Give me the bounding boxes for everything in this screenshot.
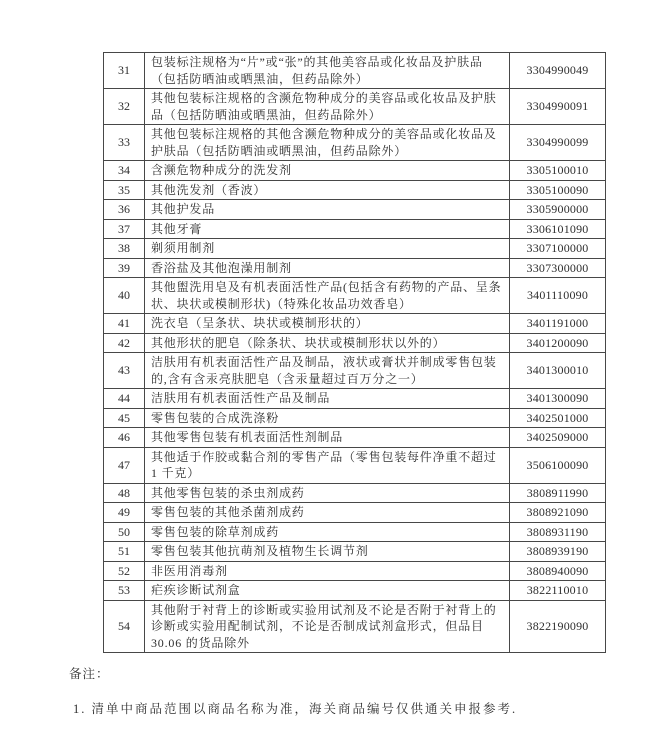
row-number: 41 — [104, 314, 145, 334]
row-number: 31 — [104, 53, 145, 89]
row-hs-code: 3808940090 — [510, 561, 606, 581]
row-description: 洁肤用有机表面活性产品及制品 — [145, 389, 510, 409]
table-row — [104, 353, 606, 389]
row-number: 39 — [104, 258, 145, 278]
table-row — [104, 389, 606, 409]
table-row — [104, 258, 606, 278]
row-description: 洁肤用有机表面活性产品及制品，液状或膏状并制成零售包装的,含有含汞亮肤肥皂（含汞量超过百万分之一） — [145, 353, 510, 389]
row-hs-code: 3808931190 — [510, 522, 606, 542]
row-hs-code: 3305100090 — [510, 180, 606, 200]
row-number: 52 — [104, 561, 145, 581]
row-number: 53 — [104, 581, 145, 601]
table-row — [104, 239, 606, 259]
row-hs-code: 3304990099 — [510, 125, 606, 161]
row-hs-code: 3401300010 — [510, 353, 606, 389]
row-number: 32 — [104, 89, 145, 125]
row-hs-code: 3401110090 — [510, 278, 606, 314]
row-hs-code: 3305100010 — [510, 161, 606, 181]
row-number: 50 — [104, 522, 145, 542]
row-hs-code: 3401300090 — [510, 389, 606, 409]
row-hs-code: 3402509000 — [510, 428, 606, 448]
row-description: 剃须用制剂 — [145, 239, 510, 259]
table-row — [104, 333, 606, 353]
row-number: 43 — [104, 353, 145, 389]
table-row — [104, 200, 606, 220]
row-number: 44 — [104, 389, 145, 409]
table-row — [104, 561, 606, 581]
row-description: 其他包装标注规格的其他含濒危物种成分的美容品或化妆品及护肤品（包括防晒油或晒黑油，但药品除外） — [145, 125, 510, 161]
table-row — [104, 53, 606, 89]
row-description: 包装标注规格为“片”或“张”的其他美容品或化妆品及护肤品（包括防晒油或晒黑油，但药品除外） — [145, 53, 510, 89]
row-description: 非医用消毒剂 — [145, 561, 510, 581]
row-description: 零售包装其他抗萌剂及植物生长调节剂 — [145, 542, 510, 562]
row-description: 零售包装的除草剂成药 — [145, 522, 510, 542]
table-row — [104, 542, 606, 562]
note-item: 1. 清单中商品范围以商品名称为准，海关商品编号仅供通关申报参考. — [73, 702, 518, 716]
row-hs-code: 3304990049 — [510, 53, 606, 89]
table-row — [104, 503, 606, 523]
row-hs-code: 3401200090 — [510, 333, 606, 353]
row-hs-code: 3306101090 — [510, 219, 606, 239]
row-description: 其他零售包装有机表面活性剂制品 — [145, 428, 510, 448]
row-number: 35 — [104, 180, 145, 200]
hs-code-table — [103, 52, 606, 653]
table-row — [104, 408, 606, 428]
table-row — [104, 600, 606, 653]
row-description: 其他附于衬背上的诊断或实验用试剂及不论是否附于衬背上的诊断或实验用配制试剂，不论是否制成试剂盒形式，但品目 30.06 的货品除外 — [145, 600, 510, 653]
row-hs-code: 3822110010 — [510, 581, 606, 601]
table-row — [104, 278, 606, 314]
row-hs-code: 3808939190 — [510, 542, 606, 562]
table-row — [104, 89, 606, 125]
table-row — [104, 522, 606, 542]
row-number: 51 — [104, 542, 145, 562]
row-number: 48 — [104, 483, 145, 503]
row-number: 54 — [104, 600, 145, 653]
row-description: 香浴盐及其他泡澡用制剂 — [145, 258, 510, 278]
row-hs-code: 3307100000 — [510, 239, 606, 259]
row-description: 零售包装的其他杀菌剂成药 — [145, 503, 510, 523]
row-hs-code: 3402501000 — [510, 408, 606, 428]
row-number: 40 — [104, 278, 145, 314]
table-row — [104, 314, 606, 334]
row-hs-code: 3808911990 — [510, 483, 606, 503]
row-description: 其他包装标注规格的含濒危物种成分的美容品或化妆品及护肤品（包括防晒油或晒黑油，但药品除外） — [145, 89, 510, 125]
row-number: 46 — [104, 428, 145, 448]
row-hs-code: 3305900000 — [510, 200, 606, 220]
row-number: 37 — [104, 219, 145, 239]
row-description: 其他护发品 — [145, 200, 510, 220]
table-row — [104, 581, 606, 601]
row-description: 其他洗发剂（香波） — [145, 180, 510, 200]
row-description: 含濒危物种成分的洗发剂 — [145, 161, 510, 181]
row-description: 其他牙膏 — [145, 219, 510, 239]
notes-title: 备注： — [69, 667, 110, 681]
table-row — [104, 483, 606, 503]
row-hs-code: 3822190090 — [510, 600, 606, 653]
row-number: 45 — [104, 408, 145, 428]
row-description: 其他零售包装的杀虫剂成药 — [145, 483, 510, 503]
row-number: 34 — [104, 161, 145, 181]
row-description: 其他形状的肥皂（除条状、块状或模制形状以外的） — [145, 333, 510, 353]
row-number: 49 — [104, 503, 145, 523]
row-number: 47 — [104, 447, 145, 483]
row-description: 零售包装的合成洗涤粉 — [145, 408, 510, 428]
table-row — [104, 180, 606, 200]
table-row — [104, 161, 606, 181]
row-hs-code: 3506100090 — [510, 447, 606, 483]
table-body — [104, 53, 606, 653]
table-row — [104, 125, 606, 161]
table-row — [104, 447, 606, 483]
row-hs-code: 3307300000 — [510, 258, 606, 278]
row-description: 其他盥洗用皂及有机表面活性产品(包括含有药物的产品、呈条状、块状或模制形状)（特殊化妆品功效香皂） — [145, 278, 510, 314]
row-description: 疟疾诊断试剂盒 — [145, 581, 510, 601]
row-hs-code: 3401191000 — [510, 314, 606, 334]
row-number: 38 — [104, 239, 145, 259]
table-row — [104, 219, 606, 239]
row-number: 36 — [104, 200, 145, 220]
row-description: 洗衣皂（呈条状、块状或模制形状的） — [145, 314, 510, 334]
row-number: 33 — [104, 125, 145, 161]
row-hs-code: 3304990091 — [510, 89, 606, 125]
row-hs-code: 3808921090 — [510, 503, 606, 523]
row-number: 42 — [104, 333, 145, 353]
row-description: 其他适于作胶或黏合剂的零售产品（零售包装每件净重不超过 1 千克） — [145, 447, 510, 483]
table-row — [104, 428, 606, 448]
